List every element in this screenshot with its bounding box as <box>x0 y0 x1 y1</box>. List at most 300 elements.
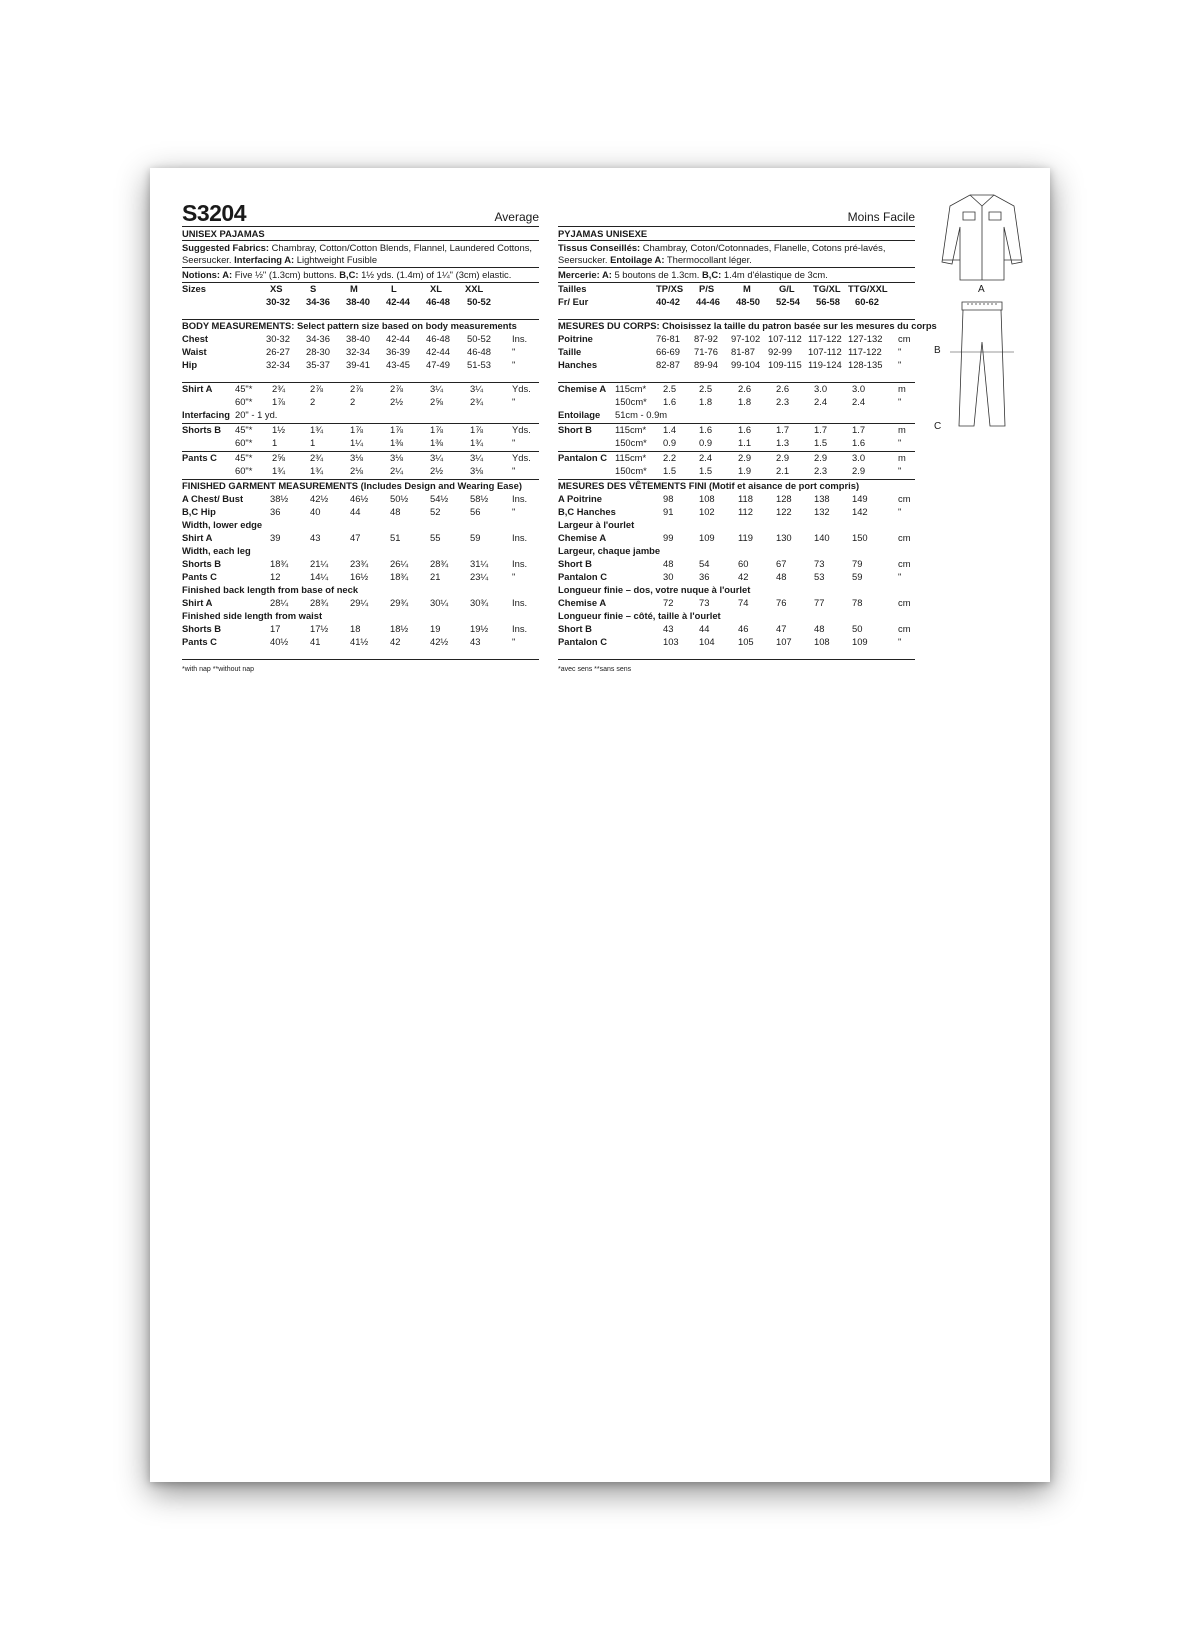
cell-value: 107 <box>776 636 792 647</box>
fabric-width: 45"* <box>235 383 253 394</box>
table-row <box>182 346 539 359</box>
table-row <box>558 493 915 506</box>
unit-label: cm <box>898 532 911 543</box>
cell-value: 119 <box>738 532 753 543</box>
table-row <box>182 424 539 437</box>
cell-value: 18¾ <box>390 571 409 582</box>
cell-value: 59 <box>470 532 481 543</box>
cell-value: 43 <box>310 532 321 543</box>
unit-label: " <box>898 465 902 476</box>
size-name: TTG/XXL <box>848 283 888 294</box>
table-row <box>182 383 539 396</box>
cell-value: 42½ <box>310 493 329 504</box>
unit-label: cm <box>898 597 911 608</box>
table-row <box>558 519 915 532</box>
row-label: Short B <box>558 623 592 634</box>
cell-value: 1½ <box>272 424 286 435</box>
cell-value: 3⅛ <box>390 452 404 463</box>
cell-value: 77 <box>814 597 825 608</box>
cell-value: 107-112 <box>808 346 842 357</box>
cell-value: 1.5 <box>814 437 828 448</box>
cell-value: 3¼ <box>430 452 444 463</box>
table-row <box>558 571 915 584</box>
notions-paragraph <box>558 268 915 283</box>
cell-value: 128-135 <box>848 359 883 370</box>
finished-measurements-heading: MESURES DES VÊTEMENTS FINI (Motif et aisance de port compris) <box>558 480 860 491</box>
table-row <box>558 396 915 409</box>
row-label: Short B <box>558 424 592 435</box>
finished-measurements-table <box>558 493 915 649</box>
row-label: Hip <box>182 359 198 370</box>
cell-value: 21 <box>430 571 441 582</box>
footnote: *with nap **without nap <box>182 666 254 673</box>
fabric-width: 150cm* <box>615 396 647 407</box>
size-number: 56-58 <box>816 296 840 307</box>
cell-value: 2.1 <box>776 465 790 476</box>
cell-value: 30¼ <box>430 597 449 608</box>
pattern-code: S3204 <box>182 200 247 226</box>
cell-value: 82-87 <box>656 359 680 370</box>
cell-value: 2⅞ <box>310 383 324 394</box>
cell-value: 1⅞ <box>350 424 364 435</box>
unit-label: Yds. <box>512 424 531 435</box>
cell-value: 48 <box>814 623 825 634</box>
cell-value: 42 <box>738 571 749 582</box>
table-row <box>182 584 539 597</box>
cell-value: 128 <box>776 493 792 504</box>
cell-value: 87-92 <box>694 333 718 344</box>
cell-value: 30¾ <box>470 597 489 608</box>
cell-value: 1.6 <box>663 396 677 407</box>
row-label: Chemise A <box>558 532 607 543</box>
cell-value: 30 <box>663 571 674 582</box>
unit-label: Ins. <box>512 493 528 504</box>
cell-value: 2.9 <box>776 452 790 463</box>
table-row <box>182 623 539 636</box>
cell-value: 43-45 <box>386 359 410 370</box>
size-number: 46-48 <box>426 296 450 307</box>
cell-value: 2.3 <box>776 396 790 407</box>
cell-value: 19½ <box>470 623 489 634</box>
size-number: 34-36 <box>306 296 330 307</box>
cell-value: 30-32 <box>266 333 290 344</box>
cell-value: 28¼ <box>270 597 289 608</box>
fabric-width: 115cm* <box>615 383 647 394</box>
row-label: Finished side length from waist <box>182 610 323 621</box>
pattern-title: PYJAMAS UNISEXE <box>558 227 915 241</box>
unit-label: " <box>898 506 902 517</box>
notions-bc-label: B,C: <box>702 269 722 280</box>
row-label: A Chest/ Bust <box>182 493 244 504</box>
cell-value: 2.9 <box>738 452 752 463</box>
cell-value: 3.0 <box>814 383 828 394</box>
cell-value: 2¾ <box>470 396 484 407</box>
cell-value: 1⅞ <box>390 424 404 435</box>
unit-label: Ins. <box>512 558 528 569</box>
unit-label: cm <box>898 623 911 634</box>
unit-label: Ins. <box>512 532 528 543</box>
cell-value: 73 <box>699 597 710 608</box>
row-label: Longueur finie – dos, votre nuque à l'ourlet <box>558 584 751 595</box>
cell-value: 1.6 <box>852 437 866 448</box>
cell-value: 35-37 <box>306 359 330 370</box>
cell-value: 43 <box>663 623 674 634</box>
cell-value: 1¾ <box>310 465 324 476</box>
table-row <box>558 610 915 623</box>
shirt-a-drawing <box>942 195 1022 280</box>
cell-value: 26¼ <box>390 558 409 569</box>
table-row <box>182 558 539 571</box>
cell-value: 1.7 <box>776 424 790 435</box>
cell-value: 2.2 <box>663 452 677 463</box>
cell-value: 36 <box>270 506 281 517</box>
table-row <box>182 610 539 623</box>
size-number: 48-50 <box>736 296 760 307</box>
unit-label: cm <box>898 493 911 504</box>
fabric-width: 60"* <box>235 437 253 448</box>
cell-value: 29¾ <box>390 597 409 608</box>
notions-bc-text: 1½ yds. (1.4m) of 1¼" (3cm) elastic. <box>358 269 512 280</box>
interfacing-text: Thermocollant léger. <box>664 254 752 265</box>
cell-value: 1⅜ <box>390 437 404 448</box>
header-en <box>182 196 539 227</box>
english-column <box>182 196 539 677</box>
unit-label: " <box>512 506 516 517</box>
cell-value: 18½ <box>390 623 409 634</box>
cell-value: 132 <box>814 506 830 517</box>
pattern-envelope-back <box>150 168 1050 1482</box>
table-row <box>182 409 539 422</box>
cell-value: 23¾ <box>350 558 369 569</box>
cell-value: 1.5 <box>663 465 677 476</box>
cell-value: 2⅝ <box>430 396 444 407</box>
table-row <box>182 359 539 372</box>
cell-value: 2⅞ <box>350 383 364 394</box>
cell-value: 2 <box>350 396 356 407</box>
row-label: Pants C <box>182 636 217 647</box>
yardage-table <box>182 383 539 480</box>
fabric-width: 115cm* <box>615 424 647 435</box>
cell-value: 38½ <box>270 493 289 504</box>
row-label: Entoilage <box>558 409 601 420</box>
unit-label: " <box>898 437 902 448</box>
sizes-label-2: Fr/ Eur <box>558 296 589 307</box>
pattern-title: UNISEX PAJAMAS <box>182 227 539 241</box>
cell-value: 0.9 <box>699 437 713 448</box>
size-name: G/L <box>779 283 795 294</box>
cell-value: 97-102 <box>731 333 761 344</box>
cell-value: 2.4 <box>852 396 866 407</box>
table-row <box>558 545 915 558</box>
interfacing-label: Entoilage A: <box>610 254 665 265</box>
cell-value: 149 <box>852 493 868 504</box>
cell-value: 3¼ <box>430 383 444 394</box>
row-label: Poitrine <box>558 333 593 344</box>
cell-value: 2¾ <box>310 452 324 463</box>
size-name: M <box>743 283 751 294</box>
cell-value: 1.7 <box>814 424 828 435</box>
table-row <box>182 396 539 409</box>
cell-value: 2.6 <box>776 383 790 394</box>
cell-value: 2⅞ <box>390 383 404 394</box>
row-label: B,C Hip <box>182 506 216 517</box>
cell-value: 42-44 <box>386 333 410 344</box>
cell-value: 1.1 <box>738 437 752 448</box>
row-label: Pantalon C <box>558 452 607 463</box>
cell-value: 17½ <box>310 623 329 634</box>
sizes-row <box>558 283 915 296</box>
garment-illustrations <box>922 192 1042 442</box>
unit-label: " <box>512 636 516 647</box>
table-row <box>182 506 539 519</box>
unit-label: " <box>512 396 516 407</box>
row-label: Chest <box>182 333 209 344</box>
row-label: B,C Hanches <box>558 506 616 517</box>
unit-label: " <box>898 636 902 647</box>
table-row <box>558 597 915 610</box>
unit-label: Yds. <box>512 452 531 463</box>
cell-value: 50-52 <box>467 333 491 344</box>
size-number: 30-32 <box>266 296 290 307</box>
row-label: Pantalon C <box>558 571 607 582</box>
cell-value: 54 <box>699 558 710 569</box>
cell-value: 1⅞ <box>470 424 484 435</box>
unit-label: Ins. <box>512 597 528 608</box>
cell-value: 40½ <box>270 636 289 647</box>
cell-value: 1.7 <box>852 424 866 435</box>
body-measurements-heading: MESURES DU CORPS: Choisissez la taille du patron basée sur les mesures du corps <box>558 320 937 331</box>
fabrics-label: Suggested Fabrics: <box>182 242 269 253</box>
cell-value: 52 <box>430 506 441 517</box>
cell-value: 3⅛ <box>470 465 484 476</box>
unit-label: Ins. <box>512 333 528 344</box>
cell-value: 1⅞ <box>430 424 444 435</box>
fabrics-label: Tissus Conseillés: <box>558 242 641 253</box>
cell-value: 41½ <box>350 636 369 647</box>
table-row <box>558 532 915 545</box>
cell-value: 44 <box>699 623 710 634</box>
cell-value: 98 <box>663 493 674 504</box>
size-number: 42-44 <box>386 296 410 307</box>
table-row <box>558 437 915 450</box>
cell-value: 31¼ <box>470 558 489 569</box>
fabric-width: 60"* <box>235 465 253 476</box>
cell-value: 43 <box>470 636 481 647</box>
cell-value: 2.5 <box>699 383 713 394</box>
notions-label: Mercerie: A: <box>558 269 612 280</box>
fabric-width: 150cm* <box>615 437 647 448</box>
cell-value: 2.4 <box>699 452 713 463</box>
cell-value: 91 <box>663 506 674 517</box>
cell-value: 47-49 <box>426 359 450 370</box>
fabric-width: 115cm* <box>615 452 647 463</box>
cell-value: 34-36 <box>306 333 330 344</box>
table-row <box>558 452 915 465</box>
cell-value: 1.3 <box>776 437 790 448</box>
table-row <box>558 424 915 437</box>
difficulty-level: Moins Facile <box>847 210 915 225</box>
table-row <box>182 636 539 649</box>
cell-value: 73 <box>814 558 825 569</box>
cell-value: 105 <box>738 636 754 647</box>
row-label: Pantalon C <box>558 636 607 647</box>
cell-value: 3⅛ <box>350 452 364 463</box>
size-number: 38-40 <box>346 296 370 307</box>
size-number: 44-46 <box>696 296 720 307</box>
cell-value: 12 <box>270 571 281 582</box>
size-name: L <box>391 283 397 294</box>
fabrics-paragraph <box>558 241 915 268</box>
cell-value: 71-76 <box>694 346 718 357</box>
table-row <box>182 465 539 478</box>
size-number: 60-62 <box>855 296 879 307</box>
cell-value: 122 <box>776 506 792 517</box>
unit-label: " <box>512 465 516 476</box>
fabrics-paragraph <box>182 241 539 268</box>
fabric-width: 45"* <box>235 424 253 435</box>
footnote: *avec sens **sans sens <box>558 666 632 673</box>
cell-value: 76 <box>776 597 787 608</box>
table-row <box>182 452 539 465</box>
cell-value: 21¼ <box>310 558 329 569</box>
header-fr <box>558 196 915 227</box>
cell-value: 2.3 <box>814 465 828 476</box>
cell-value: 19 <box>430 623 441 634</box>
unit-label: m <box>898 452 906 463</box>
notions-a-text: 5 boutons de 1.3cm. <box>611 269 703 280</box>
cell-value: 29¼ <box>350 597 369 608</box>
cell-value: 150 <box>852 532 868 543</box>
table-row <box>182 519 539 532</box>
cell-value: 108 <box>699 493 715 504</box>
row-label: Largeur à l'ourlet <box>558 519 635 530</box>
table-row <box>558 584 915 597</box>
cell-value: 46-48 <box>467 346 491 357</box>
cell-value: 92-99 <box>768 346 792 357</box>
cell-value: 2.9 <box>814 452 828 463</box>
unit-label: Yds. <box>512 383 531 394</box>
difficulty-level: Average <box>494 210 539 225</box>
row-label: Pants C <box>182 571 217 582</box>
cell-value: 48 <box>390 506 401 517</box>
cell-value: 39 <box>270 532 281 543</box>
body-measurements-table <box>558 333 915 372</box>
cell-value: 1 <box>310 437 316 448</box>
cell-value: 26-27 <box>266 346 290 357</box>
table-row <box>558 636 915 649</box>
cell-value: 81-87 <box>731 346 755 357</box>
table-row <box>558 346 915 359</box>
size-name: XL <box>430 283 442 294</box>
cell-value: 59 <box>852 571 863 582</box>
cell-value: 28¾ <box>430 558 449 569</box>
cell-value: 2.9 <box>852 465 866 476</box>
unit-label: cm <box>898 558 911 569</box>
table-row <box>182 532 539 545</box>
finished-measurements-heading: FINISHED GARMENT MEASUREMENTS (Includes Design and Wearing Ease) <box>182 480 522 491</box>
row-label: Taille <box>558 346 582 357</box>
size-numbers-row <box>182 296 539 309</box>
interfacing-label: Interfacing A: <box>234 254 295 265</box>
cell-value: 102 <box>699 506 715 517</box>
row-label: Hanches <box>558 359 598 370</box>
row-label: Chemise A <box>558 597 607 608</box>
row-label: Short B <box>558 558 592 569</box>
size-number: 52-54 <box>776 296 800 307</box>
cell-value: 118 <box>738 493 753 504</box>
table-row <box>182 597 539 610</box>
cell-value: 99 <box>663 532 674 543</box>
cell-value: 1 <box>272 437 278 448</box>
notions-bc-label: B,C: <box>339 269 359 280</box>
cell-value: 107-112 <box>768 333 802 344</box>
cell-value: 1.6 <box>699 424 713 435</box>
cell-value: 2⅝ <box>272 452 286 463</box>
cell-value: 28¾ <box>310 597 329 608</box>
cell-value: 140 <box>814 532 830 543</box>
cell-value: 1⅞ <box>272 396 286 407</box>
body-measurements-table <box>182 333 539 372</box>
cell-value: 89-94 <box>694 359 718 370</box>
size-name: XS <box>270 283 283 294</box>
cell-value: 56 <box>470 506 481 517</box>
cell-value: 47 <box>776 623 787 634</box>
cell-value: 36 <box>699 571 710 582</box>
cell-value: 74 <box>738 597 749 608</box>
table-row <box>182 437 539 450</box>
cell-value: 76-81 <box>656 333 680 344</box>
cell-value: 1.9 <box>738 465 752 476</box>
row-label: Shorts B <box>182 424 222 435</box>
cell-value: 2.5 <box>663 383 677 394</box>
cell-value: 28-30 <box>306 346 330 357</box>
sizes-row <box>182 283 539 296</box>
notions-paragraph <box>182 268 539 283</box>
cell-value: 14¼ <box>310 571 329 582</box>
interfacing-text: Lightweight Fusible <box>294 254 378 265</box>
cell-value: 127-132 <box>848 333 883 344</box>
cell-value: 51-53 <box>467 359 491 370</box>
cell-value: 1¾ <box>470 437 484 448</box>
row-label: Shirt A <box>182 532 213 543</box>
label-a: A <box>978 284 985 295</box>
cell-value: 58½ <box>470 493 489 504</box>
label-c: C <box>934 421 942 432</box>
cell-value: 1.5 <box>699 465 713 476</box>
row-label: Shirt A <box>182 383 213 394</box>
cell-value: 18 <box>350 623 361 634</box>
cell-value: 60 <box>738 558 749 569</box>
unit-label: " <box>512 359 516 370</box>
row-label: A Poitrine <box>558 493 602 504</box>
sizes-label: Tailles <box>558 283 587 294</box>
cell-value: 54½ <box>430 493 449 504</box>
cell-value: 119-124 <box>808 359 842 370</box>
row-label: Width, each leg <box>182 545 251 556</box>
cell-value: 16½ <box>350 571 369 582</box>
cell-value: 0.9 <box>663 437 677 448</box>
table-row <box>182 545 539 558</box>
table-row <box>558 409 915 422</box>
fabric-width: 60"* <box>235 396 253 407</box>
notions-label: Notions: A: <box>182 269 233 280</box>
fabrics-text: Chambray, Coton/Cotonnades, Flanelle, Cotons pré-lavés, Seersucker. <box>558 242 886 265</box>
cell-value: 109 <box>852 636 868 647</box>
size-name: P/S <box>699 283 715 294</box>
row-label: Width, lower edge <box>182 519 263 530</box>
size-name: TP/XS <box>656 283 684 294</box>
cell-value: 40 <box>310 506 321 517</box>
